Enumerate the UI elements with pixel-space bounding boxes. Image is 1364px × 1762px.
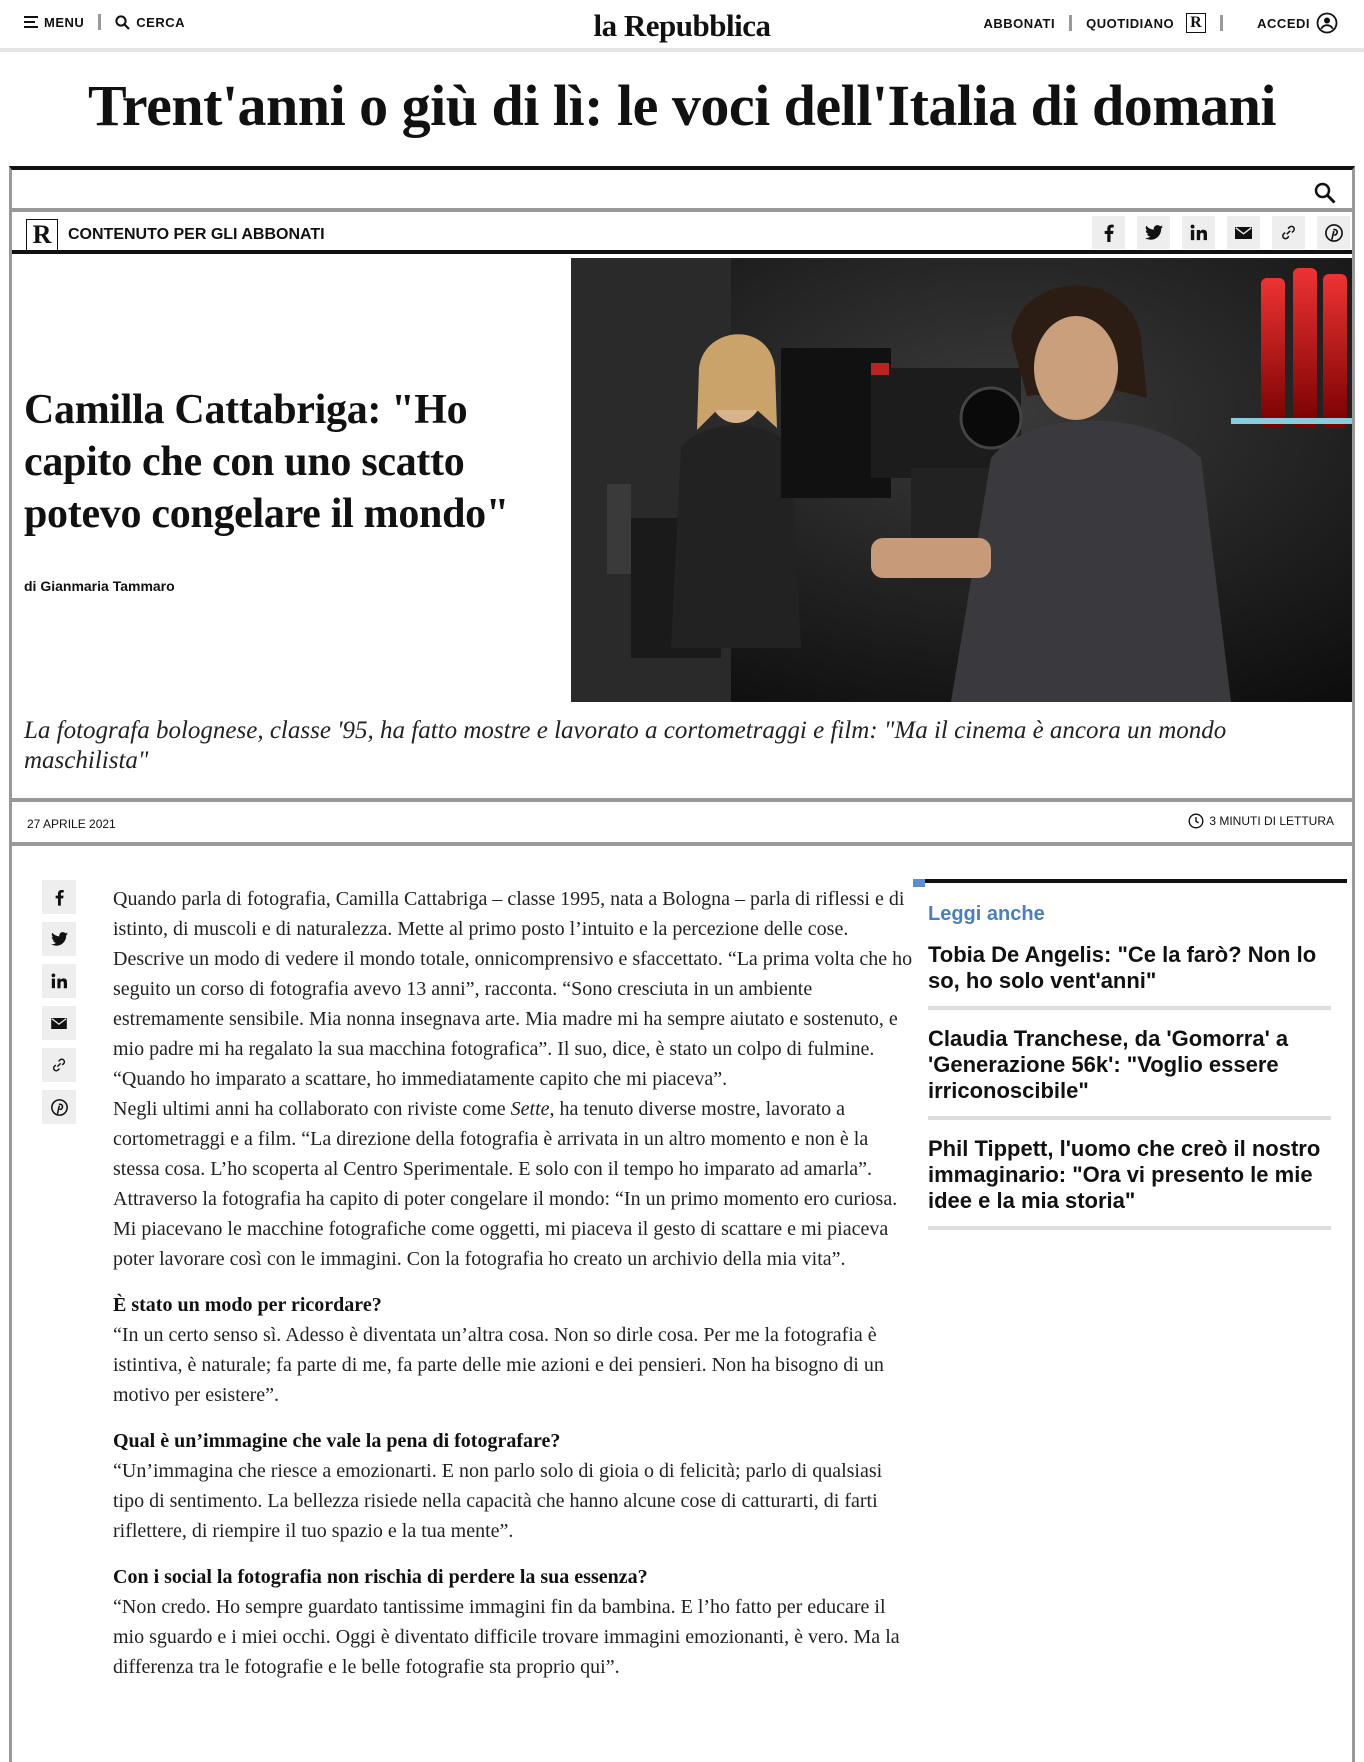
facebook-icon [1104,224,1114,242]
email-icon [1235,227,1252,239]
facebook-icon [55,889,64,906]
share-link-button[interactable] [42,1048,76,1082]
share-bar-top [1092,216,1350,249]
subscriber-label: CONTENUTO PER GLI ABBONATI [68,226,325,243]
top-bar [0,0,1364,52]
body-paragraph: Quando parla di fotografia, Camilla Cattabriga – classe 1995, nata a Bologna – parla di riflessi e di istinto, di muscoli e di naturalezza. Mette al primo posto l’intuito e la percezione delle cose. Descrive un modo di vedere il mondo totale, onnicomprensivo e sfaccettato. “La prima volta che ho seguito un corso di fotografia avevo 13 anni”, racconta. “Sono cresciuta in un ambiente estremamente sensibile. Mia nonna insegnava arte. Mia madre mi ha sempre aiutato e sostenuto, e mio padre mi ha regalato la sua macchina fotografica”. Il suo, dice, è stato un colpo di fulmine. “Quando ho imparato a scattare, ho immediatamente capito che mi piaceva”. [113,888,913,1090]
twitter-icon [51,932,68,946]
share-pinterest-button[interactable] [1317,216,1350,249]
share-facebook-button[interactable] [1092,216,1125,249]
share-pinterest-button[interactable] [42,1090,76,1124]
separator [1069,15,1072,31]
share-facebook-button[interactable] [42,880,76,914]
hero-photo-illustration [571,258,1352,702]
share-linkedin-button[interactable] [42,964,76,998]
related-article-link[interactable]: Claudia Tranchese, da 'Gomorra' a 'Generazione 56k': "Voglio essere irriconoscibile" [928,1010,1331,1120]
body-paragraph [113,1094,913,1274]
top-bar-right [983,12,1338,34]
related-article-link[interactable]: Phil Tippett, l'uomo che creò il nostro immaginario: "Ora vi presento le mie idee e la mia storia" [928,1120,1331,1230]
separator [1220,15,1223,31]
menu-label: MENU [44,14,85,30]
publish-date: 27 APRILE 2021 [27,817,116,831]
share-twitter-button[interactable] [42,922,76,956]
search-icon[interactable] [1314,182,1336,204]
hero-photo [571,258,1352,702]
clock-icon [1188,813,1204,829]
twitter-icon [1145,225,1163,240]
hero-text [24,384,554,594]
author-byline[interactable]: di Gianmaria Tammaro [24,578,175,594]
email-icon [51,1018,67,1029]
daily-label: QUOTIDIANO [1086,15,1175,31]
interview-answer: “Un’immagina che riesce a emozionarti. E non parlo solo di gioia o di felicità; parlo di qualsiasi tipo di sentimento. La bellezza risiede nella capacità che hanno alcune cose di catturarti, di farti riflettere, di riempire il tuo spazio e la tua mente”. [113,1460,883,1542]
article-body [113,884,913,1682]
related-heading: Leggi anche [928,903,1045,925]
pinterest-icon [1325,224,1343,242]
share-twitter-button[interactable] [1137,216,1170,249]
login-label: ACCEDI [1257,15,1310,31]
section-title[interactable]: Trent'anni o giù di lì: le voci dell'Italia di domani [88,73,1276,138]
related-accent-bar [913,879,925,887]
reading-time-label: 3 MINUTI DI LETTURA [1209,814,1334,828]
subscriber-label-group [26,219,325,251]
meta-row [12,798,1352,846]
pinterest-icon [51,1099,68,1116]
article-summary: La fotografa bolognese, classe '95, ha fatto mostre e lavorato a cortometraggi e film: "Ma il cinema è ancora un mondo maschilista" [24,717,1227,774]
daily-badge: R [1186,13,1206,33]
interview-answer: “Non credo. Ho sempre guardato tantissime immagini fin da bambina. E l’ho fatto per educare il mio sguardo e i miei occhi. Oggi è diventato difficile trovare immagini emozionanti, è vero. Ma la differenza tra le fotografie e le belle fotografie sta proprio qui”. [113,1596,900,1678]
interview-question: Qual è un’immagine che vale la pena di fotografare? [113,1430,561,1452]
user-icon [1316,12,1338,34]
body-text: Negli ultimi anni ha collaborato con riviste come [113,1098,511,1120]
login-button[interactable] [1257,12,1338,34]
article-frame [9,166,1355,1762]
link-icon [51,1057,67,1073]
body-text: , ha tenuto diverse mostre, lavorato a cortometraggi e a film. “La direzione della fotografia è arrivata in un altro momento e non è la stessa cosa. L’ho scoperta al Centro Sperimentale. E solo con il tempo ho imparato ad amarla”. Attraverso la fotografia ha capito di poter congelare il mondo: “In un primo momento ero curiosa. Mi piacevano le macchine fotografiche come oggetti, mi piaceva il gesto di scattare e mi piaceva poter lavorare così con le immagini. Con la fotografia ho creato un archivio della mia vita”. [113,1098,898,1270]
search-label: CERCA [136,14,186,30]
frame-search-row [12,170,1352,212]
article-title: Camilla Cattabriga: "Ho capito che con uno scatto potevo congelare il mondo" [24,387,509,537]
daily-link[interactable] [1086,13,1206,33]
subscriber-row [12,212,1352,254]
site-logo[interactable]: la Repubblica [593,8,771,43]
related-article-link[interactable]: Tobia De Angelis: "Ce la farò? Non lo so, ho solo vent'anni" [928,926,1331,1010]
interview-question: È stato un modo per ricordare? [113,1294,382,1316]
share-email-button[interactable] [1227,216,1260,249]
repubblica-r-badge: R [26,219,58,251]
share-bar-side [42,880,76,1124]
link-icon [1280,224,1297,241]
magazine-name: Sette [510,1098,550,1120]
linkedin-icon [51,973,67,989]
interview-question: Con i social la fotografia non rischia di perdere la sua essenza? [113,1566,648,1588]
share-email-button[interactable] [42,1006,76,1040]
reading-time [1188,813,1334,829]
subscribe-link[interactable]: ABBONATI [983,15,1056,31]
related-articles [913,879,1347,1230]
share-link-button[interactable] [1272,216,1305,249]
interview-answer: “In un certo senso sì. Adesso è diventata un’altra cosa. Non so dirle cosa. Per me la fotografia è istintiva, è naturale; fa parte di me, fa parte delle mie azioni e dei pensieri. Non ha bisogno di un motivo per esistere”. [113,1324,884,1406]
linkedin-icon [1190,224,1207,241]
share-linkedin-button[interactable] [1182,216,1215,249]
